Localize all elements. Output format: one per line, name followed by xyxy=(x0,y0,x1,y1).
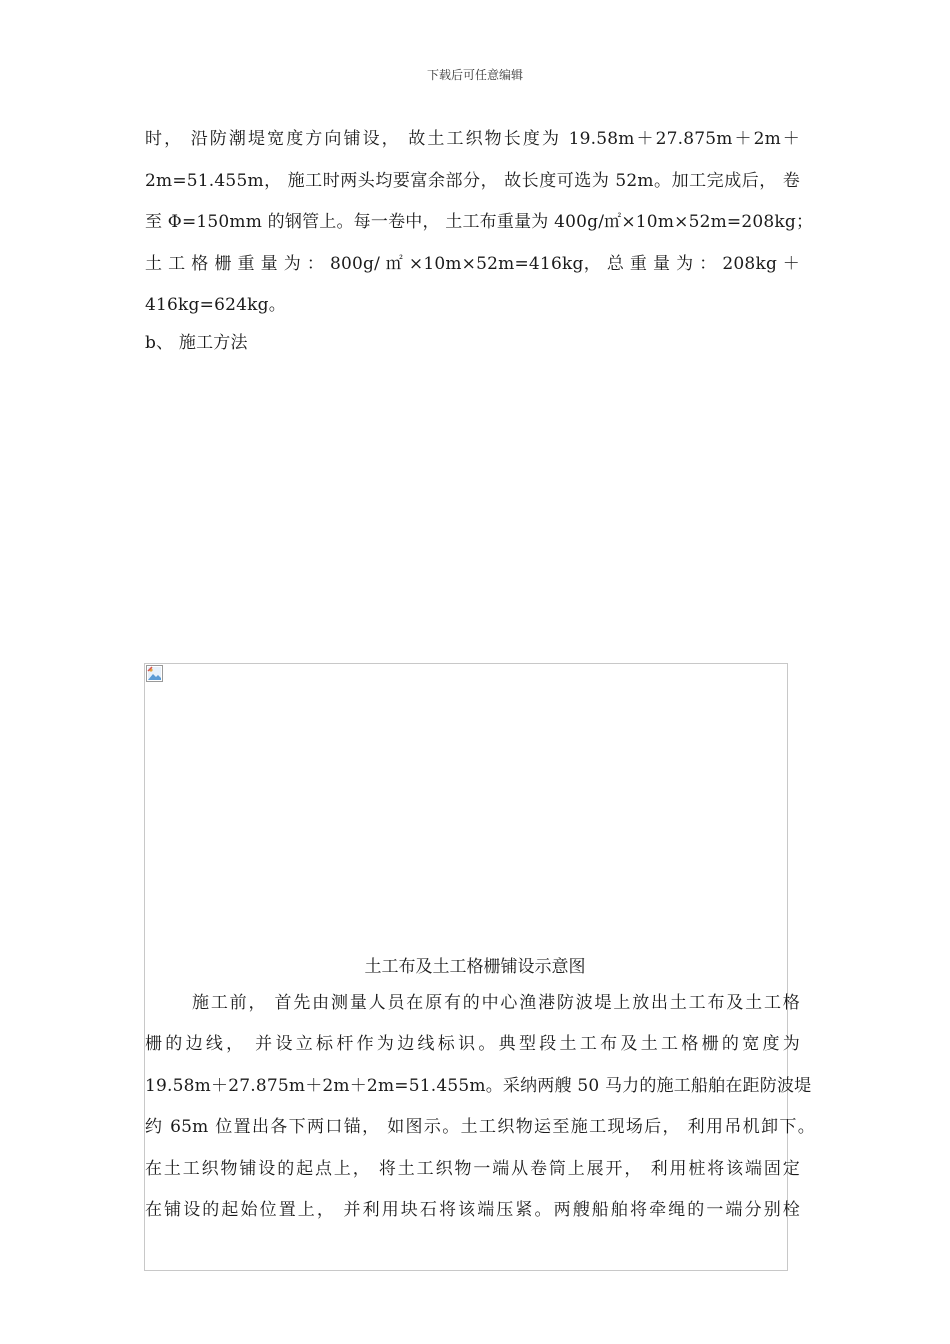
page-header-note: 下载后可任意编辑 xyxy=(426,68,523,82)
text-line: 416kg=624kg。 xyxy=(145,295,286,315)
text-line: 至 Φ=150mm 的钢管上。每一卷中， 土工布重量为 400g/㎡×10m×52m=208kg； xyxy=(145,212,814,232)
section-heading: b、 施工方法 xyxy=(145,333,248,353)
figure-caption: 土工布及土工格栅铺设示意图 xyxy=(364,957,586,977)
text-line: 土 工 格 栅 重 量 为 ： 800g/ ㎡ ×10m×52m=416kg， 总 重 量 为 ： 208kg ＋ xyxy=(145,254,800,274)
text-line: 施工前， 首先由测量人员在原有的中心渔港防波堤上放出土工布及土工格 xyxy=(192,993,800,1013)
text-line: 约 65m 位置出各下两口锚， 如图示。土工织物运至施工现场后， 利用吊机卸下。 xyxy=(145,1117,815,1137)
broken-image-icon xyxy=(146,665,163,682)
text-line: 栅的边线， 并设立标杆作为边线标识。典型段土工布及土工格栅的宽度为 xyxy=(145,1034,800,1054)
text-line: 时， 沿防潮堤宽度方向铺设， 故土工织物长度为 19.58m＋27.875m＋2m＋ xyxy=(145,129,800,149)
text-line: 在土工织物铺设的起点上， 将土工织物一端从卷筒上展开， 利用桩将该端固定 xyxy=(145,1159,800,1179)
text-line: 在铺设的起始位置上， 并利用块石将该端压紧。两艘船舶将牵绳的一端分别栓 xyxy=(145,1200,800,1220)
text-line: 19.58m＋27.875m＋2m＋2m=51.455m。采纳两艘 50 马力的施工船舶在距防波堤 xyxy=(145,1076,812,1096)
text-line: 2m=51.455m， 施工时两头均要富余部分， 故长度可选为 52m。加工完成后， 卷 xyxy=(145,171,800,191)
